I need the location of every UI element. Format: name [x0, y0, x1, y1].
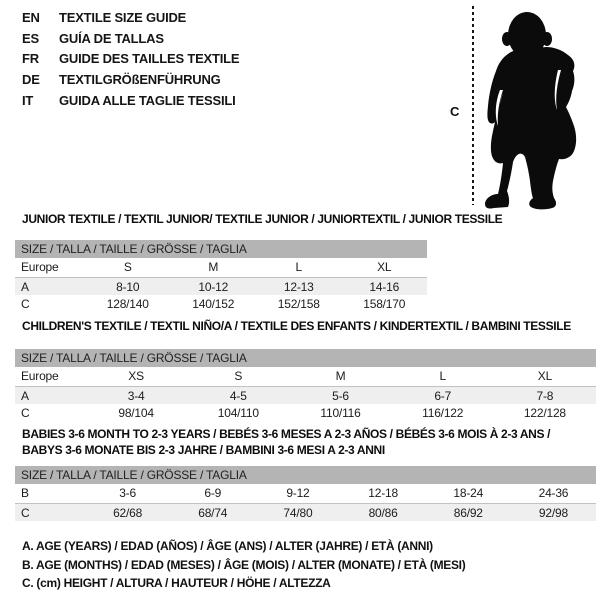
- footnote-c: C. (cm) HEIGHT / ALTURA / HAUTEUR / HÖHE / ALTEZZA: [22, 576, 331, 591]
- cell: 6-7: [434, 388, 452, 403]
- table-row-height: [15, 503, 596, 522]
- cell: 116/122: [422, 406, 464, 420]
- cell: 152/158: [277, 297, 320, 311]
- cell: S: [234, 369, 243, 383]
- junior-section-title: JUNIOR TEXTILE / TEXTIL JUNIOR/ TEXTILE JUNIOR / JUNIORTEXTIL / JUNIOR TESSILE: [22, 212, 503, 226]
- row-label: Europe: [21, 260, 59, 274]
- size-header-bar: SIZE / TALLA / TAILLE / GRÖSSE / TAGLIA: [15, 349, 596, 367]
- cell: 98/104: [118, 406, 154, 420]
- lang-row-es: [22, 29, 239, 50]
- lang-row-it: [22, 91, 239, 112]
- table-row-age: [15, 386, 596, 405]
- table-row-age-months: [15, 484, 596, 503]
- cell: 14-16: [369, 279, 400, 294]
- table-row-europe: [15, 367, 596, 386]
- table-row-age: [15, 277, 427, 296]
- cell: 92/98: [538, 505, 568, 520]
- cell: 68/74: [198, 505, 228, 520]
- cell: 12-18: [368, 486, 398, 500]
- height-dashed-line: [472, 6, 474, 205]
- cell: 4-5: [229, 388, 247, 403]
- row-label: B: [21, 486, 29, 500]
- cell: 10-12: [198, 279, 229, 294]
- cell: 110/116: [320, 406, 361, 420]
- cell: L: [439, 369, 446, 383]
- cell: 62/68: [113, 505, 143, 520]
- lang-text: GUIDE DES TAILLES TEXTILE: [59, 51, 240, 67]
- cell: 86/92: [453, 505, 483, 520]
- footnotes: [22, 537, 465, 593]
- cell: 12-13: [283, 279, 314, 294]
- cell: 6-9: [204, 486, 222, 500]
- cell: 24-36: [538, 486, 569, 500]
- footnote-b: B. AGE (MONTHS) / EDAD (MESES) / ÂGE (MOIS) / ALTER (MONATE) / ETÀ (MESI): [22, 557, 466, 572]
- junior-table: [15, 240, 427, 314]
- lang-row-fr: [22, 49, 239, 70]
- lang-text: TEXTILE SIZE GUIDE: [59, 10, 187, 25]
- cell: 18-24: [453, 486, 484, 500]
- lang-text: GUÍA DE TALLAS: [59, 30, 164, 46]
- cell: L: [295, 260, 302, 274]
- cell: 158/170: [363, 297, 406, 311]
- babies-table: [15, 466, 596, 521]
- cell: 122/128: [523, 406, 566, 420]
- table-row-europe: [15, 258, 427, 277]
- cell: XL: [537, 369, 553, 383]
- lang-code: FR: [22, 51, 39, 67]
- cell: 3-4: [127, 388, 145, 403]
- baby-silhouette-icon: [478, 4, 600, 212]
- lang-code: EN: [22, 10, 40, 25]
- cell: 3-6: [119, 486, 136, 500]
- cell: M: [335, 369, 346, 383]
- cell: 7-8: [536, 388, 554, 403]
- cell: 140/152: [192, 297, 235, 311]
- lang-text: GUIDA ALLE TAGLIE TESSILI: [59, 92, 236, 108]
- cell: 5-6: [332, 388, 349, 403]
- lang-code: DE: [22, 72, 40, 88]
- cell: XL: [377, 260, 392, 274]
- lang-row-de: [22, 70, 239, 91]
- footnote-a: A. AGE (YEARS) / EDAD (AÑOS) / ÂGE (ANS) / ALTER (JAHRE) / ETÀ (ANNI): [22, 539, 433, 553]
- language-header: [22, 8, 239, 112]
- children-table: [15, 349, 596, 423]
- cell: S: [123, 260, 132, 274]
- size-header-bar: SIZE / TALLA / TAILLE / GRÖSSE / TAGLIA: [15, 466, 596, 484]
- babies-section-title: BABIES 3-6 MONTH TO 2-3 YEARS / BEBÉS 3-6 MESES A 2-3 AÑOS / BÉBÉS 3-6 MOIS À 2-3 ANS / BABYS 3-6 MONATE BIS 2-3 JAHRE / BAMBINI 3-6 MESI A 2-3 ANNI: [22, 427, 551, 457]
- height-c-label: C: [450, 104, 460, 119]
- row-label: C: [21, 406, 30, 420]
- cell: 8-10: [116, 279, 140, 294]
- table-row-height: [15, 404, 596, 423]
- cell: 9-12: [286, 486, 310, 500]
- row-label: C: [21, 297, 30, 311]
- cell: 80/86: [368, 505, 398, 520]
- row-label: A: [21, 279, 29, 294]
- table-row-height: [15, 295, 427, 314]
- children-section-title: CHILDREN'S TEXTILE / TEXTIL NIÑO/A / TEXTILE DES ENFANTS / KINDERTEXTIL / BAMBINI TESSILE: [22, 319, 571, 333]
- row-label: C: [21, 505, 30, 520]
- cell: 74/80: [283, 505, 313, 520]
- row-label: A: [21, 388, 29, 403]
- row-label: Europe: [21, 369, 59, 383]
- lang-text: TEXTILGRÖßENFÜHRUNG: [59, 72, 221, 88]
- cell: M: [208, 260, 219, 274]
- cell: 104/110: [217, 406, 259, 420]
- lang-code: IT: [22, 92, 34, 108]
- size-header-bar: SIZE / TALLA / TAILLE / GRÖSSE / TAGLIA: [15, 240, 427, 258]
- lang-row-en: [22, 8, 239, 29]
- lang-code: ES: [22, 30, 39, 46]
- cell: XS: [128, 369, 144, 383]
- cell: 128/140: [106, 297, 149, 311]
